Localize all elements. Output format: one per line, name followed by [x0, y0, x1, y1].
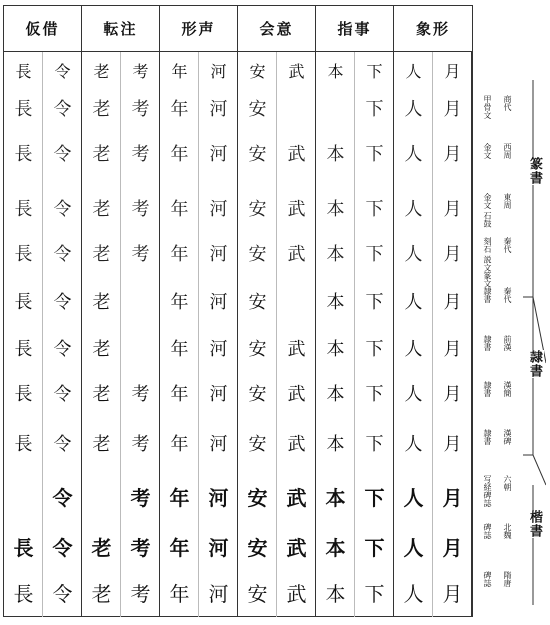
- glyph-variant: 令: [53, 434, 72, 455]
- glyph-variant: 老: [92, 144, 111, 165]
- glyph-variant: 人: [404, 199, 423, 220]
- glyph-variant: 老: [92, 292, 111, 313]
- glyph-variant: 下: [364, 582, 385, 606]
- glyph-variant: 河: [209, 292, 228, 313]
- glyph-variant: 人: [404, 292, 423, 313]
- column-heading-char: 年: [171, 62, 188, 81]
- glyph-variant: 安: [247, 536, 268, 560]
- glyph-variant: 長: [14, 434, 33, 455]
- glyph-variant: 安: [248, 199, 267, 220]
- glyph-variant: 考: [130, 536, 151, 560]
- glyph-variant: 下: [364, 536, 385, 560]
- glyph-variant: 河: [208, 486, 229, 510]
- glyph-variant: 考: [131, 199, 150, 220]
- column-heading-char: 令: [54, 62, 71, 81]
- glyph-variant: 長: [14, 244, 33, 265]
- glyph-variant: 安: [248, 144, 267, 165]
- glyph-variant: 人: [404, 244, 423, 265]
- era-label: 北魏: [503, 523, 512, 539]
- glyph-variant: 年: [170, 384, 189, 405]
- glyph-variant: 下: [365, 384, 384, 405]
- glyph-variant: 本: [326, 199, 345, 220]
- group-kaii: 会意: [238, 6, 316, 51]
- column-8: [316, 52, 355, 617]
- glyph-variant: 下: [365, 144, 384, 165]
- glyph-variant: 月: [443, 244, 462, 265]
- glyph-variant: 考: [130, 486, 151, 510]
- glyph-variant: 安: [248, 434, 267, 455]
- script-label: 刻石 説文篆文: [483, 237, 492, 288]
- glyph-variant: 長: [13, 536, 34, 560]
- glyph-variant: 人: [404, 384, 423, 405]
- glyph-variant: 長: [14, 384, 33, 405]
- glyph-variant: 安: [248, 339, 267, 360]
- glyph-variant: 老: [92, 99, 111, 120]
- column-3: [121, 52, 160, 617]
- glyph-variant: 月: [442, 486, 463, 510]
- glyph-variant: 令: [52, 582, 73, 606]
- glyph-variant: 令: [53, 144, 72, 165]
- glyph-variant: 河: [208, 582, 229, 606]
- glyph-variant: 年: [170, 434, 189, 455]
- glyph-variant: 老: [92, 244, 111, 265]
- column-1: [43, 52, 82, 617]
- glyph-variant: 年: [170, 339, 189, 360]
- glyph-variant: 下: [365, 292, 384, 313]
- glyph-variant: 年: [169, 536, 190, 560]
- glyph-variant: 武: [287, 199, 306, 220]
- glyph-variant: 人: [404, 99, 423, 120]
- column-4: [160, 52, 199, 617]
- group-kasha: 仮借: [4, 6, 82, 51]
- evolution-table: [3, 5, 473, 617]
- glyph-variant: 月: [443, 144, 462, 165]
- glyph-variant: 考: [130, 582, 151, 606]
- glyph-variant: 人: [403, 582, 424, 606]
- glyph-variant: 年: [170, 144, 189, 165]
- glyph-variant: 年: [169, 486, 190, 510]
- glyph-variant: 本: [326, 434, 345, 455]
- column-heading-char: 武: [288, 62, 305, 81]
- era-label: 隋唐: [503, 571, 512, 587]
- glyph-variant: 河: [209, 384, 228, 405]
- glyph-variant: 人: [403, 536, 424, 560]
- glyph-variant: 武: [287, 434, 306, 455]
- glyph-variant: 安: [248, 244, 267, 265]
- glyph-variant: 本: [326, 339, 345, 360]
- era-label: 漢簡: [503, 381, 512, 397]
- column-heading-char: 本: [327, 62, 344, 81]
- glyph-variant: 武: [287, 339, 306, 360]
- glyph-variant: 令: [52, 536, 73, 560]
- glyph-variant: 下: [365, 99, 384, 120]
- glyph-variant: 月: [443, 384, 462, 405]
- column-6: [238, 52, 277, 617]
- glyph-variant: 考: [131, 434, 150, 455]
- glyph-variant: 年: [170, 244, 189, 265]
- glyph-variant: 考: [131, 384, 150, 405]
- glyph-variant: 本: [326, 292, 345, 313]
- glyph-variant: 河: [209, 434, 228, 455]
- group-tensho: 篆書: [527, 157, 542, 185]
- glyph-variant: 下: [365, 434, 384, 455]
- column-11: [433, 52, 472, 617]
- column-0: [4, 52, 43, 617]
- glyph-variant: 本: [326, 144, 345, 165]
- glyph-variant: 長: [14, 144, 33, 165]
- glyph-variant: 河: [209, 99, 228, 120]
- column-heading-char: 下: [366, 62, 383, 81]
- era-label: 西周: [503, 143, 512, 159]
- glyph-variant: 月: [442, 582, 463, 606]
- glyph-variant: 本: [325, 582, 346, 606]
- glyph-variant: 老: [92, 339, 111, 360]
- column-heading-char: 安: [249, 62, 266, 81]
- script-label: 隷書: [483, 335, 492, 351]
- glyph-variant: 老: [91, 582, 112, 606]
- glyph-variant: 武: [286, 486, 307, 510]
- column-9: [355, 52, 394, 617]
- glyph-variant: 年: [170, 99, 189, 120]
- era-label: 商代: [503, 95, 512, 111]
- era-label: 漢碑: [503, 429, 512, 445]
- glyph-variant: 本: [325, 486, 346, 510]
- column-heading-char: 老: [93, 62, 110, 81]
- script-label: 金文: [483, 143, 492, 159]
- glyph-variant: 武: [286, 582, 307, 606]
- script-label: 隷書: [483, 429, 492, 445]
- group-kaisho: 楷書: [527, 510, 542, 538]
- glyph-variant: 年: [169, 582, 190, 606]
- glyph-variant: 安: [248, 384, 267, 405]
- glyph-variant: 人: [404, 434, 423, 455]
- glyph-variant: 長: [14, 99, 33, 120]
- glyph-variant: 河: [209, 144, 228, 165]
- glyph-variant: 長: [14, 199, 33, 220]
- glyph-variant: 武: [287, 244, 306, 265]
- group-shokei: 象形: [415, 20, 450, 38]
- glyph-variant: 下: [365, 339, 384, 360]
- script-label: 碑誌: [483, 571, 492, 587]
- header-row: [4, 6, 472, 52]
- script-label: 金文 石鼓: [483, 193, 492, 228]
- glyph-variant: 月: [443, 99, 462, 120]
- column-7: [277, 52, 316, 617]
- script-label: 碑誌: [483, 523, 492, 539]
- column-heading-char: 河: [210, 62, 227, 81]
- glyph-variant: 武: [287, 144, 306, 165]
- glyph-variant: 安: [247, 486, 268, 510]
- column-heading-char: 人: [405, 62, 422, 81]
- group-reisho: 隷書: [527, 350, 542, 378]
- glyph-variant: 長: [14, 339, 33, 360]
- era-label: 秦代: [503, 237, 512, 253]
- glyph-variant: 月: [443, 434, 462, 455]
- glyph-variant: 年: [170, 292, 189, 313]
- glyph-variant: 河: [208, 536, 229, 560]
- glyph-variant: 月: [443, 292, 462, 313]
- glyph-variant: 本: [326, 384, 345, 405]
- glyph-variant: 月: [443, 199, 462, 220]
- group-shiji: 指事: [316, 6, 394, 51]
- glyph-variant: 河: [209, 339, 228, 360]
- column-heading-char: 考: [132, 62, 149, 81]
- glyph-variant: 年: [170, 199, 189, 220]
- group-tenchu: 転注: [82, 6, 160, 51]
- glyph-variant: 老: [92, 434, 111, 455]
- glyph-variant: 令: [52, 486, 73, 510]
- glyph-variant: 考: [131, 99, 150, 120]
- era-legend: [473, 5, 546, 617]
- era-label: 六朝: [503, 475, 512, 491]
- glyph-variant: 安: [248, 292, 267, 313]
- glyph-variant: 月: [442, 536, 463, 560]
- glyph-variant: 人: [404, 144, 423, 165]
- era-label: 前漢: [503, 335, 512, 351]
- glyph-variant: 月: [443, 339, 462, 360]
- glyph-variant: 令: [53, 292, 72, 313]
- glyph-variant: 令: [53, 384, 72, 405]
- glyph-variant: 令: [53, 199, 72, 220]
- column-5: [199, 52, 238, 617]
- script-label: 隷書: [483, 381, 492, 397]
- glyph-variant: 河: [209, 244, 228, 265]
- glyph-variant: 長: [13, 582, 34, 606]
- glyph-variant: 本: [325, 536, 346, 560]
- glyph-variant: 老: [92, 199, 111, 220]
- era-label: 東周: [503, 193, 512, 209]
- glyph-variant: 武: [287, 384, 306, 405]
- glyph-variant: 安: [247, 582, 268, 606]
- glyph-variant: 下: [365, 199, 384, 220]
- column-2: [82, 52, 121, 617]
- column-10: [394, 52, 433, 617]
- glyph-variant: 令: [53, 244, 72, 265]
- group-keisei: 形声: [160, 6, 238, 51]
- column-heading-char: 月: [444, 62, 461, 81]
- script-label: 写経碑誌: [483, 475, 492, 507]
- era-label: 秦代: [503, 287, 512, 303]
- glyph-variant: 人: [403, 486, 424, 510]
- glyph-variant: 武: [286, 536, 307, 560]
- glyph-variant: 安: [248, 99, 267, 120]
- script-label: 甲骨文: [483, 95, 492, 119]
- glyph-variant: 河: [209, 199, 228, 220]
- glyph-variant: 下: [365, 244, 384, 265]
- script-label: 隷書: [483, 287, 492, 303]
- glyph-variant: 考: [131, 144, 150, 165]
- glyph-variant: 下: [364, 486, 385, 510]
- glyph-variant: 令: [53, 339, 72, 360]
- glyph-variant: 考: [131, 244, 150, 265]
- column-heading-char: 長: [15, 62, 32, 81]
- glyph-variant: 令: [53, 99, 72, 120]
- glyph-variant: 本: [326, 244, 345, 265]
- glyph-variant: 老: [92, 384, 111, 405]
- glyph-variant: 老: [91, 536, 112, 560]
- glyph-variant: 長: [14, 292, 33, 313]
- glyph-variant: 人: [404, 339, 423, 360]
